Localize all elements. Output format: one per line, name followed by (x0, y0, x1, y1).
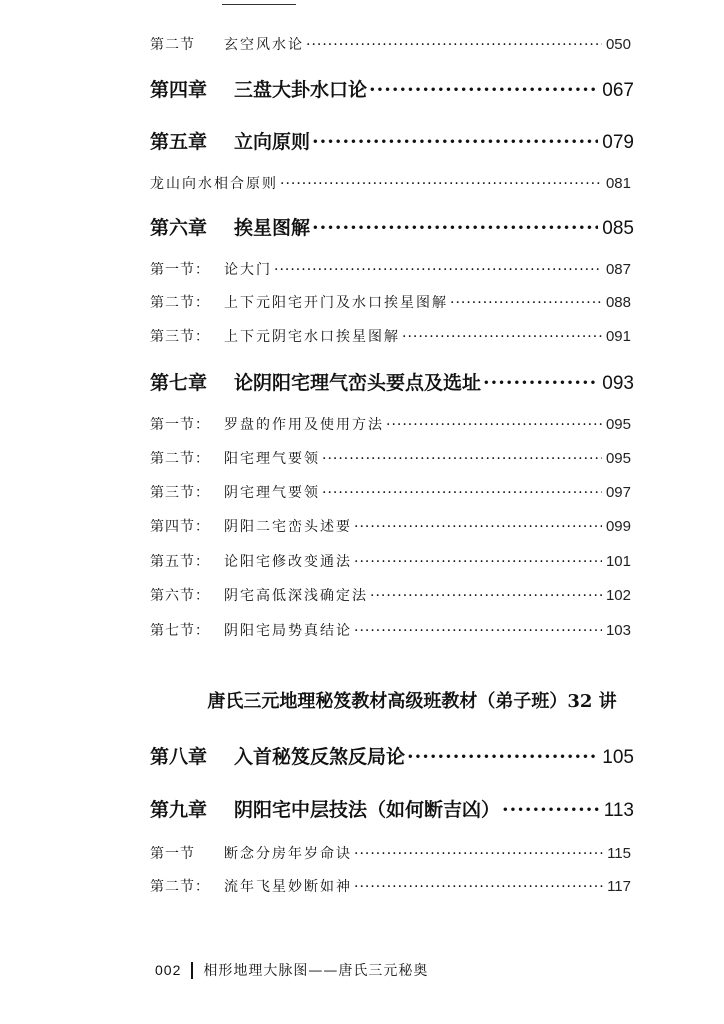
entry-label: 第八章 (150, 746, 208, 768)
toc-entry[interactable] (0, 482, 724, 502)
entry-page: 105 (602, 747, 634, 768)
leader-dots (386, 417, 602, 433)
entry-page: 091 (605, 328, 631, 345)
toc-entry[interactable] (0, 34, 724, 54)
toc-entry[interactable] (0, 127, 724, 154)
entry-title: 断念分房年岁命诀 (224, 846, 352, 862)
leader-dots (312, 131, 598, 153)
entry-label: 第四节： (150, 519, 210, 535)
leader-dots (407, 746, 598, 768)
toc-entry[interactable] (0, 876, 724, 896)
leader-dots (322, 451, 602, 467)
toc-entry[interactable] (0, 75, 724, 102)
entry-page: 115 (607, 845, 631, 862)
entry-label: 第七节： (150, 623, 210, 639)
footer-page-number: 002 (155, 962, 182, 978)
entry-page: 103 (605, 622, 631, 639)
entry-label: 第九章 (150, 799, 208, 821)
toc-entry[interactable] (0, 173, 724, 193)
entry-title: 论阳宅修改变通法 (224, 554, 352, 570)
top-rule (222, 4, 296, 5)
leader-dots (322, 485, 602, 501)
entry-label: 第五章 (150, 131, 208, 153)
entry-page: 099 (605, 518, 631, 535)
leader-dots (274, 262, 602, 278)
toc-entry[interactable] (0, 585, 724, 605)
entry-title: 入首秘笈反煞反局论 (234, 746, 406, 768)
entry-title: 阳宅理气要领 (224, 451, 320, 467)
entry-title: 阴阳宅局势真结论 (224, 623, 352, 639)
entry-title: 阴阳宅中层技法（如何断吉凶） (234, 799, 501, 821)
entry-title: 论阴阳宅理气峦头要点及选址 (234, 372, 482, 394)
leader-dots (483, 372, 598, 394)
entry-title: 阴阳二宅峦头述要 (224, 519, 352, 535)
toc-entry[interactable] (0, 368, 724, 395)
entry-page: 050 (605, 36, 631, 53)
toc-entry[interactable] (0, 516, 724, 536)
leader-dots (369, 79, 598, 101)
entry-label: 第一节： (150, 262, 210, 278)
entry-label: 第二节： (150, 295, 210, 311)
entry-label: 第一节 (150, 846, 195, 862)
entry-label: 第三节： (150, 329, 210, 345)
leader-dots (354, 846, 603, 862)
entry-page: 097 (605, 484, 631, 501)
toc-entry[interactable] (0, 551, 724, 571)
toc-entry[interactable] (0, 213, 724, 240)
toc-entry[interactable] (0, 795, 724, 822)
entry-label: 第六节： (150, 588, 210, 604)
entry-title: 三盘大卦水口论 (234, 79, 368, 101)
course-banner: 唐氏三元地理秘笈教材高级班教材（弟子班）32 讲 (207, 691, 617, 712)
entry-label: 第二节： (150, 879, 210, 895)
entry-page: 081 (605, 175, 631, 192)
footer-book-title: 相形地理大脉图——唐氏三元秘奥 (203, 963, 429, 979)
entry-title: 流年飞星妙断如神 (224, 879, 352, 895)
entry-page: 079 (602, 132, 634, 153)
toc-entry[interactable] (0, 414, 724, 434)
footer-divider (191, 962, 193, 979)
toc-entry[interactable] (0, 620, 724, 640)
entry-title: 立向原则 (234, 131, 311, 153)
entry-page: 087 (605, 261, 631, 278)
leader-dots (312, 217, 598, 239)
leader-dots (370, 588, 602, 604)
entry-page: 093 (602, 373, 634, 394)
entry-title: 阴宅高低深浅确定法 (224, 588, 368, 604)
entry-label: 第三节： (150, 485, 210, 501)
entry-page: 088 (605, 294, 631, 311)
entry-title: 龙山向水相合原则 (150, 176, 278, 192)
entry-page: 113 (603, 800, 634, 821)
entry-label: 第四章 (150, 79, 208, 101)
entry-page: 101 (605, 553, 631, 570)
leader-dots (306, 37, 602, 53)
entry-page: 095 (605, 450, 631, 467)
entry-page: 102 (605, 587, 631, 604)
leader-dots (502, 799, 600, 821)
entry-label: 第七章 (150, 372, 208, 394)
entry-page: 117 (607, 878, 631, 895)
entry-title: 论大门 (224, 262, 272, 278)
entry-label: 第二节 (150, 37, 195, 53)
entry-title: 玄空风水论 (224, 37, 304, 53)
entry-label: 第二节： (150, 451, 210, 467)
toc-entry[interactable] (0, 292, 724, 312)
entry-title: 挨星图解 (234, 217, 311, 239)
leader-dots (354, 519, 602, 535)
toc-entry[interactable] (0, 259, 724, 279)
toc-entry[interactable] (0, 448, 724, 468)
leader-dots (354, 623, 602, 639)
leader-dots (280, 176, 602, 192)
entry-label: 第六章 (150, 217, 208, 239)
leader-dots (354, 554, 602, 570)
leader-dots (450, 295, 602, 311)
page-footer (155, 960, 428, 980)
entry-title: 上下元阴宅水口挨星图解 (224, 329, 400, 345)
toc-entry[interactable] (0, 326, 724, 346)
entry-page: 085 (602, 218, 634, 239)
entry-page: 067 (602, 80, 634, 101)
entry-title: 罗盘的作用及使用方法 (224, 417, 384, 433)
entry-title: 阴宅理气要领 (224, 485, 320, 501)
leader-dots (402, 329, 602, 345)
leader-dots (354, 879, 603, 895)
entry-label: 第五节： (150, 554, 210, 570)
entry-label: 第一节： (150, 417, 210, 433)
toc-entry[interactable] (0, 843, 724, 863)
entry-page: 095 (605, 416, 631, 433)
entry-title: 上下元阳宅开门及水口挨星图解 (224, 295, 448, 311)
toc-entry[interactable] (0, 742, 724, 769)
